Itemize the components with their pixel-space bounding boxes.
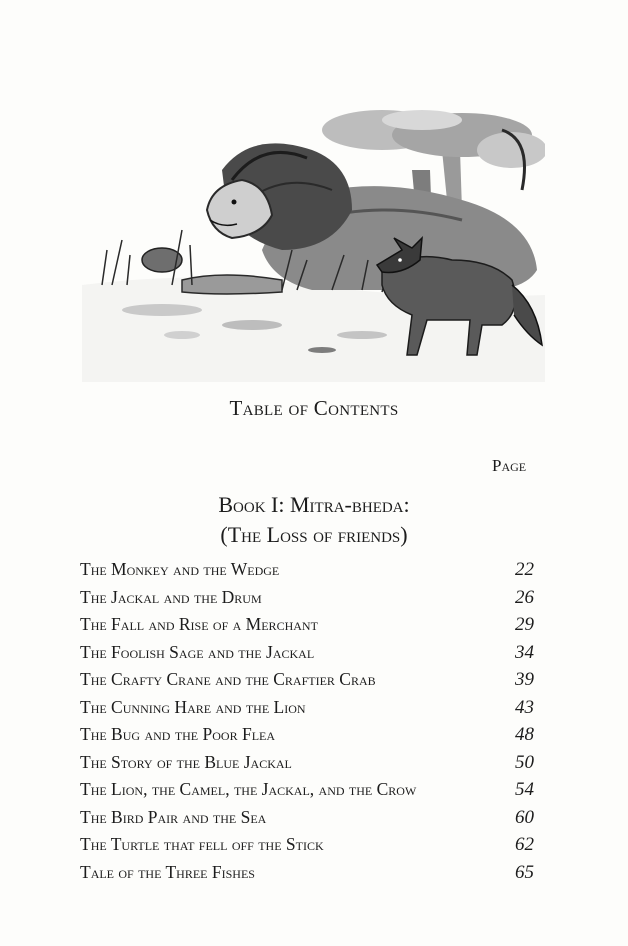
toc-entry-page: 29 bbox=[515, 614, 534, 635]
toc-entry-page: 60 bbox=[515, 806, 534, 828]
toc-entry[interactable] bbox=[80, 724, 534, 752]
toc-entry-title: The Story of the Blue Jackal bbox=[80, 751, 292, 772]
toc-entry-title: The Cunning Hare and the Lion bbox=[80, 696, 306, 717]
toc-entry[interactable] bbox=[80, 862, 534, 890]
toc-entry-title: The Lion, the Camel, the Jackal, and the Crow bbox=[80, 779, 417, 799]
toc-entry[interactable] bbox=[80, 614, 534, 642]
toc-entry[interactable] bbox=[80, 779, 534, 807]
toc-entry-page: 54 bbox=[515, 779, 534, 800]
toc-entry-title: The Monkey and the Wedge bbox=[80, 559, 280, 579]
toc-entry-title: The Turtle that fell off the Stick bbox=[80, 834, 324, 854]
toc-entry[interactable] bbox=[80, 669, 534, 697]
toc-entry[interactable] bbox=[80, 559, 534, 587]
toc-entry[interactable] bbox=[80, 642, 534, 670]
toc-entry-page: 26 bbox=[515, 586, 534, 608]
toc-entry[interactable] bbox=[80, 752, 534, 780]
book-heading-line1: Book I: Mitra-bheda: bbox=[218, 492, 410, 517]
page-column-label: Page bbox=[492, 456, 527, 475]
book-heading-line2: (The Loss of friends) bbox=[220, 522, 408, 547]
toc-entry-title: The Bird Pair and the Sea bbox=[80, 806, 267, 827]
toc-entry-title: The Fall and Rise of a Merchant bbox=[80, 614, 318, 634]
toc-entry-page: 65 bbox=[515, 861, 534, 883]
toc-entry[interactable] bbox=[80, 834, 534, 862]
toc-entry-page: 39 bbox=[515, 669, 534, 690]
toc-entry[interactable] bbox=[80, 587, 534, 615]
toc-entry-title: The Jackal and the Drum bbox=[80, 586, 262, 607]
toc-entry-page: 34 bbox=[515, 641, 534, 663]
page-title: Table of Contents bbox=[229, 396, 399, 420]
toc-entry-page: 22 bbox=[515, 559, 534, 580]
toc-entry-title: The Crafty Crane and the Craftier Crab bbox=[80, 669, 376, 689]
toc-entry[interactable] bbox=[80, 697, 534, 725]
lion-and-jackal-illustration bbox=[82, 110, 545, 382]
toc-entry-title: The Foolish Sage and the Jackal bbox=[80, 641, 315, 662]
toc-entry-page: 48 bbox=[515, 724, 534, 745]
toc-entry-page: 50 bbox=[515, 751, 534, 773]
toc-entry-title: Tale of the Three Fishes bbox=[80, 861, 255, 882]
book-heading bbox=[0, 490, 628, 550]
toc-entry[interactable] bbox=[80, 807, 534, 835]
toc-list bbox=[80, 559, 534, 889]
toc-entry-page: 43 bbox=[515, 696, 534, 718]
toc-entry-page: 62 bbox=[515, 834, 534, 855]
toc-entry-title: The Bug and the Poor Flea bbox=[80, 724, 276, 744]
